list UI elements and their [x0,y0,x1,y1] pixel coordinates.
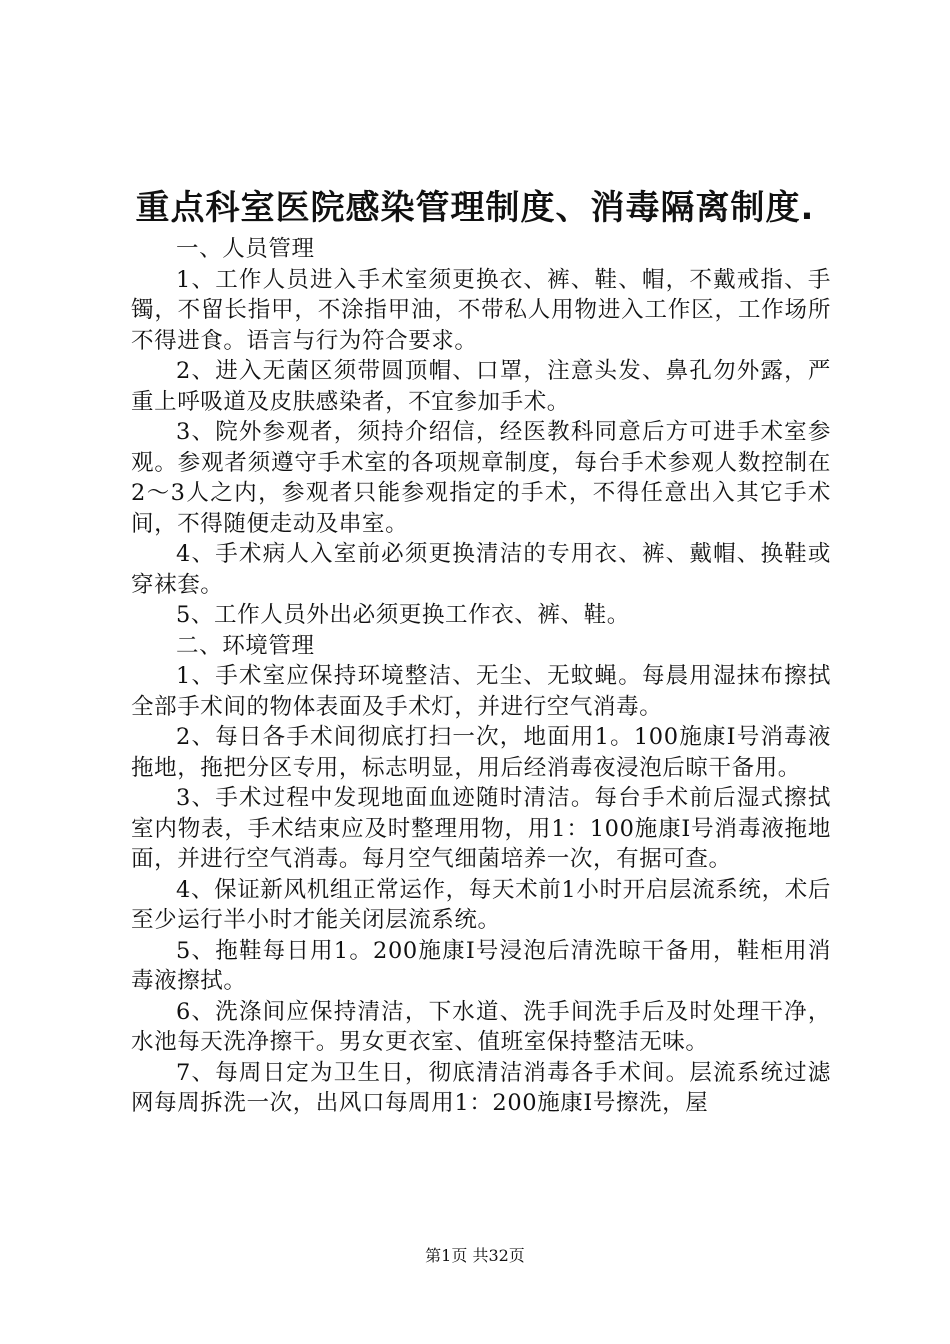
document-body [131,234,831,1119]
paragraph: 6、洗涤间应保持清洁，下水道、洗手间洗手后及时处理干净，水池每天洗净擦干。男女更衣室、值班室保持整洁无味。 [131,998,831,1055]
section-heading-personnel: 一、人员管理 [176,236,315,262]
paragraph: 5、拖鞋每日用1。200施康Ⅰ号浸泡后清洗晾干备用，鞋柜用消毒液擦拭。 [131,937,831,994]
paragraph: 1、手术室应保持环境整洁、无尘、无蚊蝇。每晨用湿抹布擦拭全部手术间的物体表面及手术灯，并进行空气消毒。 [131,663,831,720]
paragraph: 1、工作人员进入手术室须更换衣、裤、鞋、帽，不戴戒指、手镯，不留长指甲，不涂指甲油，不带私人用物进入工作区，工作场所不得进食。语言与行为符合要求。 [131,266,831,354]
document-title: 重点科室医院感染管理制度、消毒隔离制度. [135,188,815,228]
page-number-footer: 第1页 共32页 [425,1246,525,1265]
paragraph: 5、工作人员外出必须更换工作衣、裤、鞋。 [176,602,630,628]
section-heading-environment: 二、环境管理 [176,632,315,659]
paragraph: 2、每日各手术间彻底打扫一次，地面用1。100施康Ⅰ号消毒液拖地，拖把分区专用，标志明显，用后经消毒夜浸泡后晾干备用。 [131,724,831,781]
paragraph: 3、手术过程中发现地面血迹随时清洁。每台手术前后湿式擦拭室内物表，手术结束应及时整理用物，用1：100施康Ⅰ号消毒液拖地面，并进行空气消毒。每月空气细菌培养一次，有据可查。 [131,785,831,872]
paragraph: 4、手术病人入室前必须更换清洁的专用衣、裤、戴帽、换鞋或穿袜套。 [131,541,831,598]
paragraph: 7、每周日定为卫生日，彻底清洁消毒各手术间。层流系统过滤网每周拆洗一次，出风口每周用1：200施康Ⅰ号擦洗，屋 [131,1059,831,1116]
paragraph: 4、保证新风机组正常运作，每天术前1小时开启层流系统，术后至少运行半小时才能关闭层流系统。 [131,876,831,933]
paragraph: 3、院外参观者，须持介绍信，经医教科同意后方可进手术室参观。参观者须遵守手术室的各项规章制度，每台手术参观人数控制在2～3人之内，参观者只能参观指定的手术，不得任意出入其它手术间，不得随便走动及串室。 [131,419,831,537]
paragraph: 2、进入无菌区须带圆顶帽、口罩，注意头发、鼻孔勿外露，严重上呼吸道及皮肤感染者，不宜参加手术。 [131,358,831,415]
